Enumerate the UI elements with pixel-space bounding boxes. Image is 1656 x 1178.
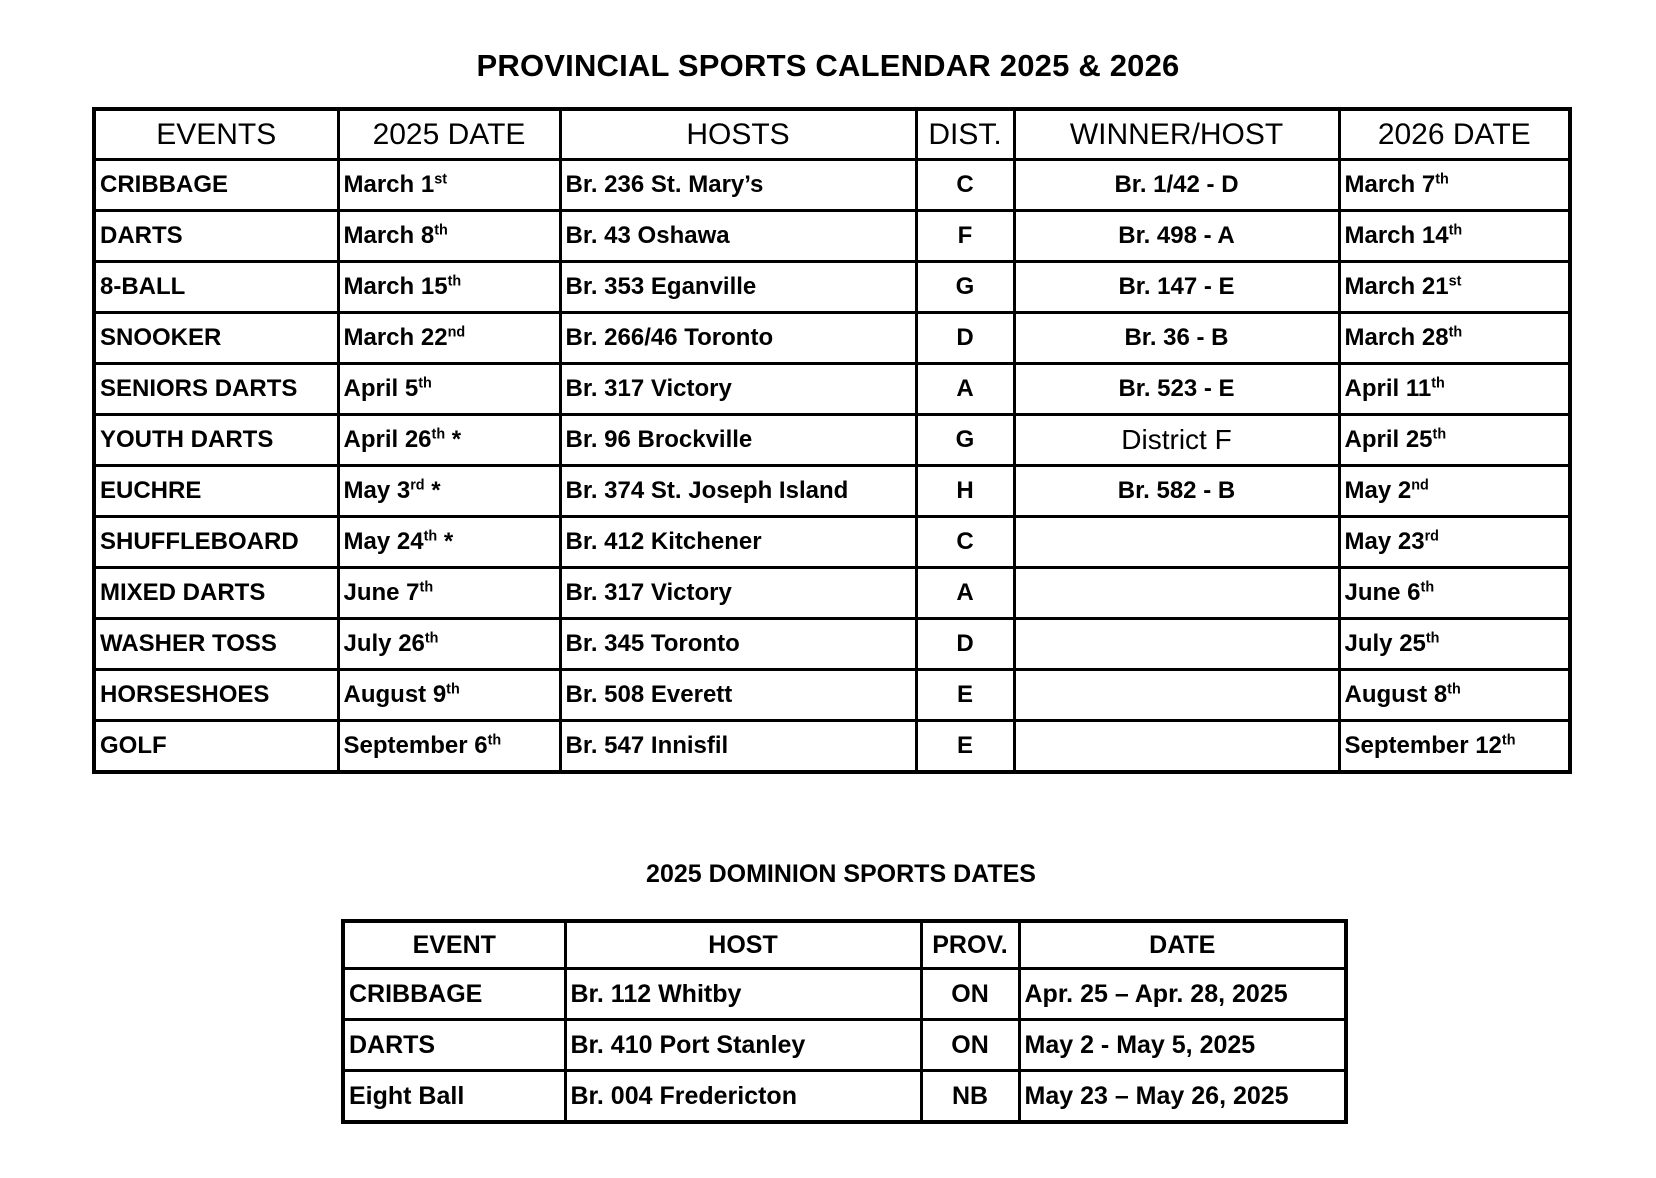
date-cell: May 2 - May 5, 2025 (1019, 1020, 1346, 1071)
date-2025-cell: March 22nd (338, 313, 560, 364)
column-header-host: HOST (565, 921, 921, 969)
district-cell: H (916, 466, 1014, 517)
table-row (94, 466, 1570, 517)
column-header-2025-date: 2025 DATE (338, 109, 560, 160)
host-cell: Br. 410 Port Stanley (565, 1020, 921, 1071)
date-2026-cell: May 2nd (1339, 466, 1570, 517)
date-cell: May 23 – May 26, 2025 (1019, 1071, 1346, 1123)
event-cell: DARTS (343, 1020, 565, 1071)
winner-host-cell: Br. 498 - A (1014, 211, 1339, 262)
date-2026-cell: March 7th (1339, 160, 1570, 211)
column-header-event: EVENT (343, 921, 565, 969)
column-header-prov: PROV. (921, 921, 1019, 969)
host-cell: Br. 236 St. Mary’s (560, 160, 916, 211)
province-cell: ON (921, 1020, 1019, 1071)
dominion-dates-table (341, 919, 1348, 1124)
date-2026-cell: September 12th (1339, 721, 1570, 773)
date-2025-cell: May 24th * (338, 517, 560, 568)
event-cell: HORSESHOES (94, 670, 338, 721)
table-row (343, 969, 1346, 1020)
event-cell: YOUTH DARTS (94, 415, 338, 466)
date-2026-cell: May 23rd (1339, 517, 1570, 568)
event-cell: SENIORS DARTS (94, 364, 338, 415)
table-row (343, 1020, 1346, 1071)
district-cell: E (916, 670, 1014, 721)
date-2025-cell: April 5th (338, 364, 560, 415)
winner-host-cell (1014, 670, 1339, 721)
winner-host-cell: District F (1014, 415, 1339, 466)
provincial-calendar-table (92, 107, 1572, 774)
event-cell: 8-BALL (94, 262, 338, 313)
table-row (94, 211, 1570, 262)
event-cell: GOLF (94, 721, 338, 773)
host-cell: Br. 353 Eganville (560, 262, 916, 313)
column-header-hosts: HOSTS (560, 109, 916, 160)
date-2025-cell: March 1st (338, 160, 560, 211)
event-cell: SNOOKER (94, 313, 338, 364)
district-cell: A (916, 568, 1014, 619)
host-cell: Br. 374 St. Joseph Island (560, 466, 916, 517)
date-2026-cell: July 25th (1339, 619, 1570, 670)
table-row (94, 313, 1570, 364)
province-cell: ON (921, 969, 1019, 1020)
host-cell: Br. 345 Toronto (560, 619, 916, 670)
table-row (94, 517, 1570, 568)
page-title: PROVINCIAL SPORTS CALENDAR 2025 & 2026 (476, 48, 1180, 83)
event-cell: WASHER TOSS (94, 619, 338, 670)
table-row (94, 670, 1570, 721)
winner-host-cell (1014, 619, 1339, 670)
event-cell: Eight Ball (343, 1071, 565, 1123)
event-cell: MIXED DARTS (94, 568, 338, 619)
table-row (343, 1071, 1346, 1123)
date-2026-cell: March 14th (1339, 211, 1570, 262)
event-cell: CRIBBAGE (343, 969, 565, 1020)
winner-host-cell: Br. 1/42 - D (1014, 160, 1339, 211)
province-cell: NB (921, 1071, 1019, 1123)
column-header-2026-date: 2026 DATE (1339, 109, 1570, 160)
winner-host-cell (1014, 568, 1339, 619)
date-2025-cell: September 6th (338, 721, 560, 773)
table-row (94, 415, 1570, 466)
host-cell: Br. 412 Kitchener (560, 517, 916, 568)
district-cell: C (916, 517, 1014, 568)
host-cell: Br. 96 Brockville (560, 415, 916, 466)
host-cell: Br. 43 Oshawa (560, 211, 916, 262)
column-header-events: EVENTS (94, 109, 338, 160)
column-header-winner-host: WINNER/HOST (1014, 109, 1339, 160)
winner-host-cell (1014, 721, 1339, 773)
table-header-row (343, 921, 1346, 969)
date-2025-cell: August 9th (338, 670, 560, 721)
event-cell: SHUFFLEBOARD (94, 517, 338, 568)
table-header-row (94, 109, 1570, 160)
dominion-title: 2025 DOMINION SPORTS DATES (646, 860, 1036, 888)
district-cell: C (916, 160, 1014, 211)
winner-host-cell: Br. 523 - E (1014, 364, 1339, 415)
date-2026-cell: August 8th (1339, 670, 1570, 721)
winner-host-cell: Br. 582 - B (1014, 466, 1339, 517)
date-2026-cell: April 25th (1339, 415, 1570, 466)
event-cell: CRIBBAGE (94, 160, 338, 211)
winner-host-cell (1014, 517, 1339, 568)
date-2026-cell: March 21st (1339, 262, 1570, 313)
host-cell: Br. 266/46 Toronto (560, 313, 916, 364)
date-2025-cell: May 3rd * (338, 466, 560, 517)
district-cell: A (916, 364, 1014, 415)
host-cell: Br. 508 Everett (560, 670, 916, 721)
winner-host-cell: Br. 36 - B (1014, 313, 1339, 364)
date-2026-cell: March 28th (1339, 313, 1570, 364)
table-row (94, 619, 1570, 670)
table-row (94, 721, 1570, 773)
table-row (94, 568, 1570, 619)
column-header-dist: DIST. (916, 109, 1014, 160)
host-cell: Br. 547 Innisfil (560, 721, 916, 773)
column-header-date: DATE (1019, 921, 1346, 969)
district-cell: G (916, 415, 1014, 466)
district-cell: F (916, 211, 1014, 262)
table-row (94, 364, 1570, 415)
date-cell: Apr. 25 – Apr. 28, 2025 (1019, 969, 1346, 1020)
district-cell: D (916, 313, 1014, 364)
winner-host-cell: Br. 147 - E (1014, 262, 1339, 313)
date-2025-cell: April 26th * (338, 415, 560, 466)
host-cell: Br. 112 Whitby (565, 969, 921, 1020)
event-cell: EUCHRE (94, 466, 338, 517)
date-2025-cell: March 15th (338, 262, 560, 313)
table-row (94, 160, 1570, 211)
date-2025-cell: July 26th (338, 619, 560, 670)
district-cell: D (916, 619, 1014, 670)
date-2025-cell: March 8th (338, 211, 560, 262)
host-cell: Br. 317 Victory (560, 568, 916, 619)
date-2026-cell: June 6th (1339, 568, 1570, 619)
date-2025-cell: June 7th (338, 568, 560, 619)
table-row (94, 262, 1570, 313)
host-cell: Br. 317 Victory (560, 364, 916, 415)
date-2026-cell: April 11th (1339, 364, 1570, 415)
event-cell: DARTS (94, 211, 338, 262)
district-cell: E (916, 721, 1014, 773)
district-cell: G (916, 262, 1014, 313)
host-cell: Br. 004 Fredericton (565, 1071, 921, 1123)
